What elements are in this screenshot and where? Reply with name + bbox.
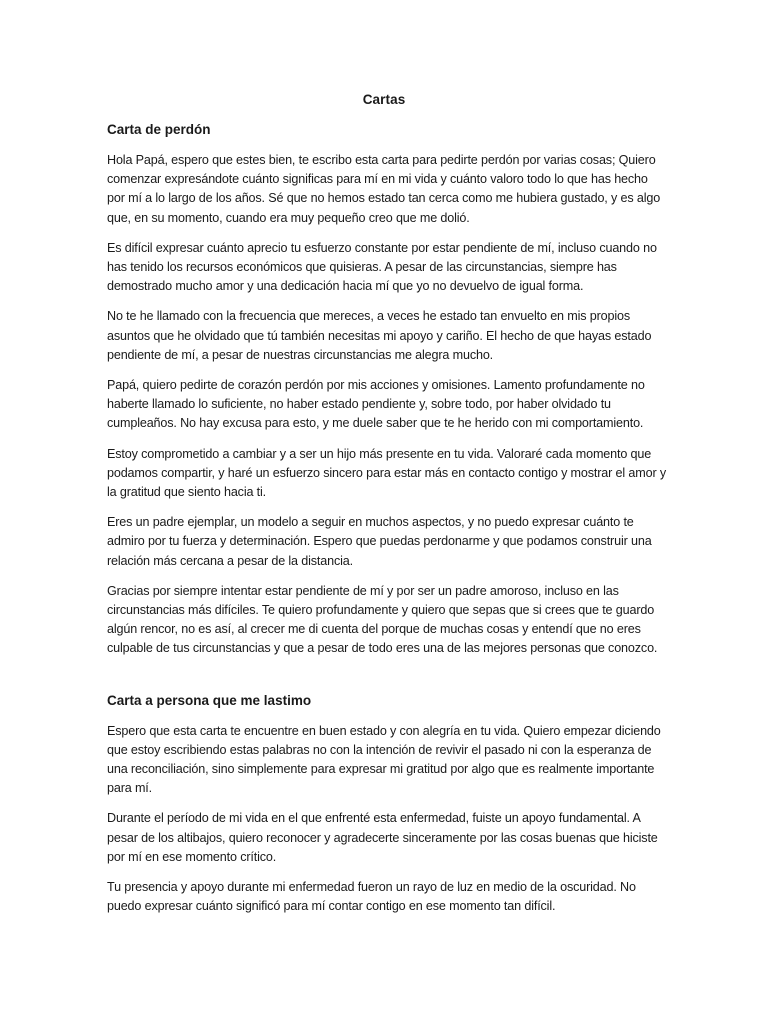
section-heading: Carta de perdón xyxy=(107,122,211,137)
paragraph: Estoy comprometido a cambiar y a ser un hijo más presente en tu vida. Valoraré cada momento que podamos compartir, y haré un esfuerzo sincero para estar más en contacto contigo y mostrar el amor y la gratitud que siento hacia ti. xyxy=(107,446,666,500)
paragraph: No te he llamado con la frecuencia que mereces, a veces he estado tan envuelto en mis propios asuntos que he olvidado que tú también necesitas mi apoyo y cariño. El hecho de que hayas estado pendiente de mí, a pesar de nuestras circunstancias me alegra mucho. xyxy=(107,309,652,362)
document-title: Cartas xyxy=(362,92,406,107)
paragraph: Espero que esta carta te encuentre en buen estado y con alegría en tu vida. Quiero empezar diciendo que estoy escribiendo estas palabras no con la intención de revivir el pasado ni con la esperanza de una reconciliación, sino simplemente para expresar mi gratitud por algo que es realmente importante para mí. xyxy=(107,723,661,796)
paragraph: Tu presencia y apoyo durante mi enfermedad fueron un rayo de luz en medio de la oscuridad. No puedo expresar cuánto significó para mí contar contigo en ese momento tan difícil. xyxy=(107,880,636,914)
section-carta-de-perdon xyxy=(107,121,667,659)
paragraph: Papá, quiero pedirte de corazón perdón por mis acciones y omisiones. Lamento profundamente no haberte llamado lo suficiente, no haber estado pendiente y, sobre todo, por haber olvidado tu cumpleaños. No hay excusa para esto, y me duele saber que te he herido con mi comportamiento. xyxy=(107,378,645,431)
paragraph: Durante el período de mi vida en el que enfrenté esta enfermedad, fuiste un apoyo fundamental. A pesar de los altibajos, quiero reconocer y agradecerte sinceramente por las cosas buenas que hiciste por mí en ese momento crítico. xyxy=(107,811,658,864)
paragraph: Gracias por siempre intentar estar pendiente de mí y por ser un padre amoroso, incluso en las circunstancias más difíciles. Te quiero profundamente y quiero que sepas que si crees que te guardo algún rencor, no es así, al crecer me di cuenta del porque de muchas cosas y entendí que no eres culpable de tus circunstancias y que a pesar de todo eres una de las mejores personas que conozco. xyxy=(107,583,658,656)
paragraph: Eres un padre ejemplar, un modelo a seguir en muchos aspectos, y no puedo expresar cuánto te admiro por tu fuerza y determinación. Espero que puedas perdonarme y que podamos construir una relación más cercana a pesar de la distancia. xyxy=(107,515,652,568)
paragraph: Hola Papá, espero que estes bien, te escribo esta carta para pedirte perdón por varias cosas; Quiero comenzar expresándote cuánto significas para mí en mi vida y cuánto valoro todo lo que has hecho por mí a lo largo de los años. Sé que no hemos estado tan cerca como me hubiera gustado, y es algo que, en su momento, cuando era muy pequeño creo que me dolió. xyxy=(107,153,661,225)
paragraph: Es difícil expresar cuánto aprecio tu esfuerzo constante por estar pendiente de mí, incluso cuando no has tenido los recursos económicos que quisieras. A pesar de las circunstancias, siempre has demostrado mucho amor y una dedicación hacia mí que yo no devuelvo de igual forma. xyxy=(107,240,657,294)
section-heading: Carta a persona que me lastimo xyxy=(107,692,312,708)
document-body xyxy=(107,121,667,928)
section-carta-a-persona xyxy=(107,692,667,917)
